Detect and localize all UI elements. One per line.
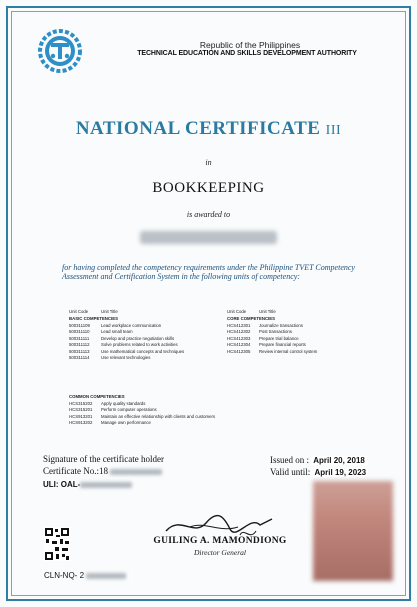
basic-competencies-heading: BASIC COMPETENCIES — [69, 316, 118, 321]
unit-title: Manage own performance — [101, 420, 151, 426]
holder-photo-redacted — [313, 481, 393, 581]
unit-code: 500311111 — [69, 335, 90, 341]
list-item — [69, 329, 229, 334]
valid-date: April 19, 2023 — [314, 468, 367, 477]
unit-title: Use relevant technologies — [101, 355, 151, 361]
uli-redacted — [80, 482, 132, 488]
qr-code-icon — [44, 527, 70, 561]
unit-title-header: Unit Title — [101, 309, 118, 314]
list-item — [227, 329, 377, 334]
valid-label: Valid until: — [270, 467, 311, 477]
unit-title: Use mathematical concepts and techniques — [101, 348, 185, 354]
unit-code: HCS913201 — [69, 413, 93, 419]
unit-title: Solve problems related to work activities — [101, 342, 178, 348]
basic-competencies-list — [69, 309, 229, 362]
list-item — [227, 323, 377, 328]
list-item — [227, 342, 377, 347]
unit-code-header: Unit Code — [69, 309, 89, 314]
certificate-title — [0, 118, 417, 140]
cln-redacted — [86, 573, 126, 579]
list-item — [227, 336, 377, 341]
column-header — [69, 309, 229, 314]
list-item — [69, 342, 229, 347]
unit-code: HCS913202 — [69, 420, 93, 426]
list-item — [69, 349, 229, 354]
list-item — [69, 323, 229, 328]
list-item — [69, 420, 289, 425]
issued-on — [270, 455, 367, 465]
unit-title: Lead workplace communication — [101, 322, 162, 328]
unit-code: 500311110 — [69, 329, 90, 335]
common-competencies-list — [69, 392, 289, 427]
recipient-name-redacted — [140, 231, 277, 244]
republic-label: Republic of the Philippines — [199, 40, 301, 50]
director-name: GUILING A. MAMONDIONG — [153, 536, 287, 546]
qualification-title: BOOKKEEPING — [152, 180, 265, 196]
core-competencies-list — [227, 309, 377, 355]
unit-title: Journalize transactions — [259, 322, 303, 328]
agency-name: TECHNICAL EDUCATION AND SKILLS DEVELOPMENT AUTHORITY — [137, 50, 357, 57]
valid-until — [270, 467, 368, 477]
cln-number — [44, 571, 126, 580]
certificate-level: III — [325, 123, 342, 138]
in-label: in — [205, 158, 212, 167]
unit-code-header: Unit Code — [227, 309, 247, 314]
certificate-number-redacted — [110, 469, 162, 475]
list-item — [69, 407, 289, 412]
unit-code: HCS315202 — [69, 400, 93, 406]
awarded-label: is awarded to — [186, 210, 231, 219]
unit-title: Maintain an effective relationship with clients and customers — [101, 413, 216, 419]
cln-prefix: 2 — [79, 571, 85, 580]
uli-number — [43, 480, 132, 489]
list-item — [69, 401, 289, 406]
uli-label: ULI: OAL- — [43, 480, 81, 489]
unit-code: HCS412305 — [227, 348, 251, 354]
unit-title: Review internal control system — [259, 348, 318, 354]
unit-title: Develop and practice negotiation skills — [101, 335, 175, 341]
unit-code: HCS412304 — [227, 342, 251, 348]
signature-holder-label: Signature of the certificate holder — [43, 454, 164, 464]
issued-date: April 20, 2018 — [313, 456, 365, 465]
certificate-number-label: Certificate No.: — [43, 466, 99, 476]
certificate-number — [43, 466, 162, 476]
list-item — [69, 336, 229, 341]
unit-code: 500311114 — [69, 355, 90, 361]
unit-code: HCS412302 — [227, 329, 251, 335]
core-competencies-heading: CORE COMPETENCIES — [227, 316, 275, 321]
issued-label: Issued on : — [270, 455, 309, 465]
completion-statement: for having completed the competency requirements under the Philippine TVET Competency Assessment and Certification System in the following units of competency: — [62, 263, 355, 282]
column-header — [227, 309, 377, 314]
list-item — [69, 414, 289, 419]
director-title: Director General — [193, 548, 246, 557]
certificate-number-prefix: 18 — [98, 466, 108, 476]
unit-title: Prepare trial balance — [259, 335, 299, 341]
unit-code: 500311109 — [69, 322, 90, 328]
unit-title: Lead small team — [101, 329, 133, 335]
tesda-logo-icon — [38, 29, 82, 73]
unit-code: 500311112 — [69, 342, 90, 348]
unit-title: Post transactions — [259, 329, 292, 335]
common-competencies-heading: COMMON COMPETENCIES — [69, 394, 125, 399]
list-item — [69, 355, 229, 360]
list-item — [227, 349, 377, 354]
unit-code: HCS315201 — [69, 407, 93, 413]
certificate-title-text: NATIONAL CERTIFICATE — [75, 118, 321, 139]
unit-title: Perform computer operations — [101, 407, 157, 413]
cln-label: CLN-NQ- — [44, 571, 78, 580]
unit-title-header: Unit Title — [259, 309, 276, 314]
unit-title: Apply quality standards — [101, 400, 146, 406]
unit-code: HCS412301 — [227, 322, 251, 328]
unit-code: 500311113 — [69, 348, 90, 354]
unit-code: HCS412303 — [227, 335, 251, 341]
unit-title: Prepare financial reports — [259, 342, 306, 348]
